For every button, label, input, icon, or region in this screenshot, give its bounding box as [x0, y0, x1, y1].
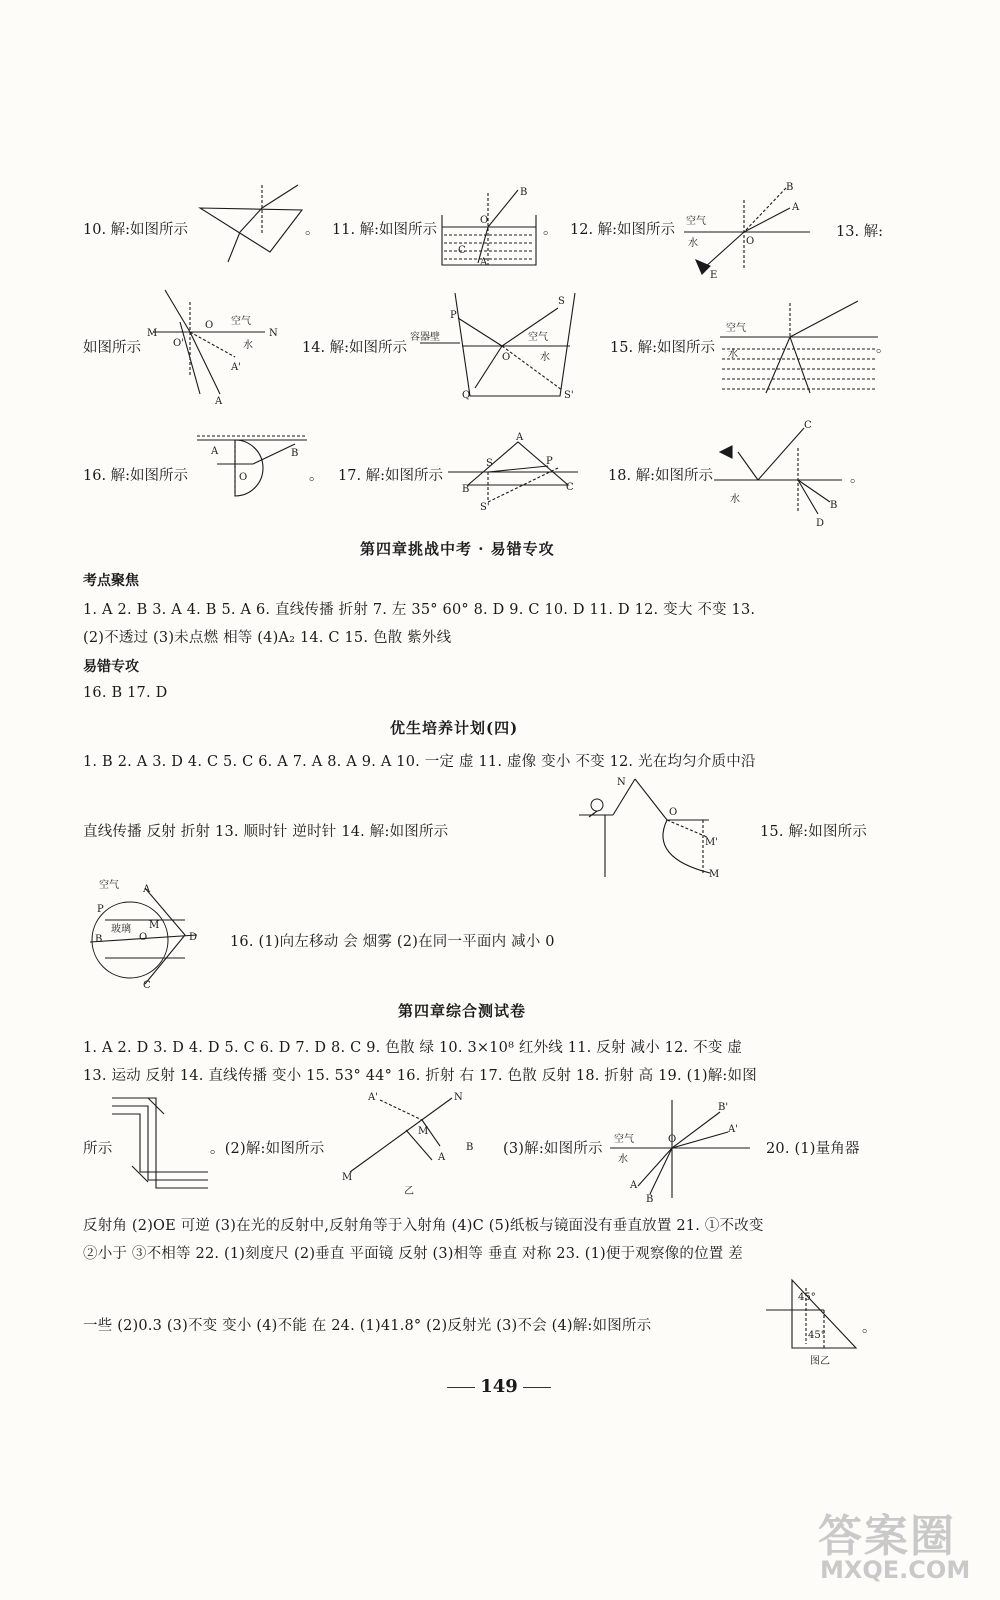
- svg-text:A': A': [368, 1092, 378, 1103]
- svg-text:B: B: [830, 500, 838, 511]
- answer-q16: 16. 解:如图所示: [83, 468, 189, 484]
- label-air: 空气: [686, 216, 706, 227]
- answers-line: 所示: [83, 1141, 113, 1157]
- section-title-training: 优生培养计划(四): [390, 719, 519, 737]
- figure-q11: [440, 185, 540, 270]
- dot-q10: 。: [305, 222, 320, 238]
- answer-q13-cont: 如图所示: [83, 340, 141, 356]
- label-45-top: 45°: [798, 1292, 816, 1303]
- figure-q12: [682, 180, 812, 280]
- figure-test-19-2: [340, 1090, 500, 1200]
- label-wall: 容器壁: [410, 332, 440, 343]
- svg-text:O: O: [480, 215, 489, 226]
- figure-q18: [712, 418, 852, 529]
- svg-text:O: O: [205, 320, 214, 331]
- svg-text:S: S: [486, 458, 493, 469]
- svg-text:A: A: [516, 432, 524, 443]
- figure-training-15: [85, 880, 215, 990]
- section-title-test: 第四章综合测试卷: [398, 1002, 527, 1020]
- answer-q10: 10. 解:如图所示: [83, 222, 189, 238]
- svg-text:O: O: [139, 932, 148, 943]
- dot-q18: 。: [850, 470, 865, 486]
- answer-q13: 13. 解:: [836, 224, 884, 240]
- svg-text:O: O: [746, 236, 755, 247]
- label-water-q13: 水: [243, 340, 253, 351]
- svg-text:B: B: [520, 187, 528, 198]
- label-air-q13: 空气: [231, 316, 251, 327]
- figure-test-19-1: [108, 1088, 218, 1198]
- answers-line: 。(2)解:如图所示: [210, 1141, 325, 1157]
- label-water-q18: 水: [730, 494, 740, 505]
- answers-line: (3)解:如图所示: [503, 1141, 603, 1157]
- svg-text:C: C: [566, 482, 574, 493]
- answers-line: 1. A 2. B 3. A 4. B 5. A 6. 直线传播 折射 7. 左 35° 60° 8. D 9. C 10. D 11. D 12. 变大 不变 13.: [83, 602, 756, 618]
- svg-text:N: N: [617, 777, 626, 788]
- answer-q14: 14. 解:如图所示: [302, 340, 408, 356]
- figure-q15: [718, 295, 888, 400]
- label-water: 水: [688, 238, 698, 249]
- answers-line: 16. B 17. D: [83, 685, 168, 701]
- label-air-q14: 空气: [528, 332, 548, 343]
- svg-text:P: P: [546, 456, 553, 467]
- label-air-t15: 空气: [99, 880, 119, 891]
- figure-q14: [410, 288, 590, 403]
- svg-text:M: M: [418, 1126, 429, 1137]
- answers-line: (2)不透过 (3)未点燃 相等 (4)A₂ 14. C 15. 色散 紫外线: [83, 630, 452, 646]
- label-yi: 乙: [404, 1186, 414, 1197]
- answers-line: 1. A 2. D 3. D 4. D 5. C 6. D 7. D 8. C 9. 色散 绿 10. 3×10⁸ 红外线 11. 反射 减小 12. 不变 虚: [83, 1040, 743, 1056]
- answers-line: 13. 运动 反射 14. 直线传播 变小 15. 53° 44° 16. 折射 右 17. 色散 反射 18. 折射 高 19. (1)解:如图: [83, 1068, 757, 1084]
- label-glass: 玻璃: [111, 924, 131, 935]
- svg-text:O': O': [173, 338, 184, 349]
- answers-line: ②小于 ③不相等 22. (1)刻度尺 (2)垂直 平面镜 反射 (3)相等 垂直 对称 23. (1)便于观察像的位置 差: [83, 1246, 743, 1262]
- svg-text:B: B: [786, 182, 794, 193]
- answers-line: 1. B 2. A 3. D 4. C 5. C 6. A 7. A 8. A 9. A 10. 一定 虚 11. 虚像 变小 不变 12. 光在均匀介质中沿: [83, 754, 756, 770]
- figure-q10: [198, 180, 313, 270]
- svg-text:M: M: [147, 328, 158, 339]
- svg-text:P: P: [97, 904, 104, 915]
- answer-q11: 11. 解:如图所示: [332, 222, 438, 238]
- label-water-q15: 水: [728, 349, 738, 360]
- subheading-error-prone: 易错专攻: [83, 659, 139, 675]
- svg-text:O: O: [239, 472, 248, 483]
- svg-text:S': S': [480, 502, 490, 513]
- svg-text:A: A: [480, 257, 488, 268]
- svg-text:B': B': [718, 1102, 729, 1113]
- answers-line: 一些 (2)0.3 (3)不变 变小 (4)不能 在 24. (1)41.8° (2)反射光 (3)不会 (4)解:如图所示: [83, 1318, 652, 1334]
- svg-text:A: A: [215, 396, 223, 407]
- label-tu-yi: 图乙: [810, 1356, 830, 1367]
- svg-text:M': M': [705, 837, 718, 848]
- answers-line: 反射角 (2)OE 可逆 (3)在光的反射中,反射角等于入射角 (4)C (5)纸板与镜面没有垂直放置 21. ①不改变: [83, 1218, 764, 1234]
- figure-training-14: [575, 775, 755, 880]
- svg-text:D: D: [189, 932, 198, 943]
- figure-q13: [145, 282, 285, 407]
- dot-q24: 。: [862, 1320, 877, 1336]
- label-45-bottom: 45°: [808, 1330, 826, 1341]
- watermark-url: MXQE.COM: [820, 1556, 971, 1584]
- answers-line: 直线传播 反射 折射 13. 顺时针 逆时针 14. 解:如图所示: [83, 824, 449, 840]
- svg-text:O: O: [502, 352, 511, 363]
- svg-text:B: B: [291, 448, 299, 459]
- svg-text:C: C: [458, 245, 466, 256]
- svg-text:P: P: [450, 310, 457, 321]
- subheading-key-points: 考点聚焦: [83, 573, 139, 589]
- answers-line: 16. (1)向左移动 会 烟雾 (2)在同一平面内 减小 0: [230, 934, 555, 950]
- svg-text:A': A': [728, 1124, 738, 1135]
- svg-text:A': A': [231, 362, 241, 373]
- page-number-block: [434, 1376, 564, 1397]
- dot-q11: 。: [543, 222, 558, 238]
- svg-text:M: M: [342, 1172, 353, 1183]
- answers-line: 20. (1)量角器: [766, 1141, 860, 1157]
- svg-text:A: A: [438, 1152, 446, 1163]
- svg-text:B: B: [95, 934, 103, 945]
- figure-test-19-3: [610, 1098, 760, 1203]
- svg-text:N: N: [269, 328, 278, 339]
- dot-q15: 。: [876, 340, 891, 356]
- figure-q17: [448, 430, 588, 515]
- label-water-t19: 水: [618, 1154, 628, 1165]
- svg-text:M: M: [709, 869, 720, 880]
- svg-text:Q: Q: [462, 390, 471, 401]
- svg-text:S: S: [558, 296, 565, 307]
- watermark-logo: 答案圈: [818, 1511, 956, 1562]
- svg-text:A: A: [143, 884, 151, 895]
- label-water-q14: 水: [540, 352, 550, 363]
- svg-text:A: A: [792, 202, 800, 213]
- svg-text:C: C: [143, 980, 151, 991]
- svg-text:B: B: [646, 1194, 654, 1205]
- svg-text:O: O: [668, 1134, 677, 1145]
- svg-text:M: M: [149, 920, 160, 931]
- svg-text:E: E: [710, 270, 718, 281]
- svg-text:N: N: [454, 1092, 463, 1103]
- answer-q17: 17. 解:如图所示: [338, 468, 444, 484]
- svg-text:A: A: [630, 1180, 638, 1191]
- svg-text:S': S': [564, 390, 574, 401]
- svg-text:B: B: [466, 1142, 474, 1153]
- figure-q16: [195, 430, 315, 505]
- dot-q16: 。: [309, 468, 324, 484]
- figure-test-24: [766, 1278, 866, 1373]
- label-air-t19: 空气: [614, 1134, 634, 1145]
- svg-text:O: O: [669, 807, 678, 818]
- answer-q12: 12. 解:如图所示: [570, 222, 676, 238]
- answer-q18: 18. 解:如图所示: [608, 468, 714, 484]
- svg-text:A: A: [211, 446, 219, 457]
- page-number: 149: [480, 1376, 518, 1397]
- answer-q15: 15. 解:如图所示: [610, 340, 716, 356]
- svg-text:D: D: [816, 518, 825, 529]
- section-title-challenge: 第四章挑战中考 · 易错专攻: [360, 540, 555, 558]
- answers-line: 15. 解:如图所示: [760, 824, 868, 840]
- svg-text:C: C: [804, 420, 812, 431]
- label-air-q15: 空气: [726, 323, 746, 334]
- svg-text:B: B: [462, 484, 470, 495]
